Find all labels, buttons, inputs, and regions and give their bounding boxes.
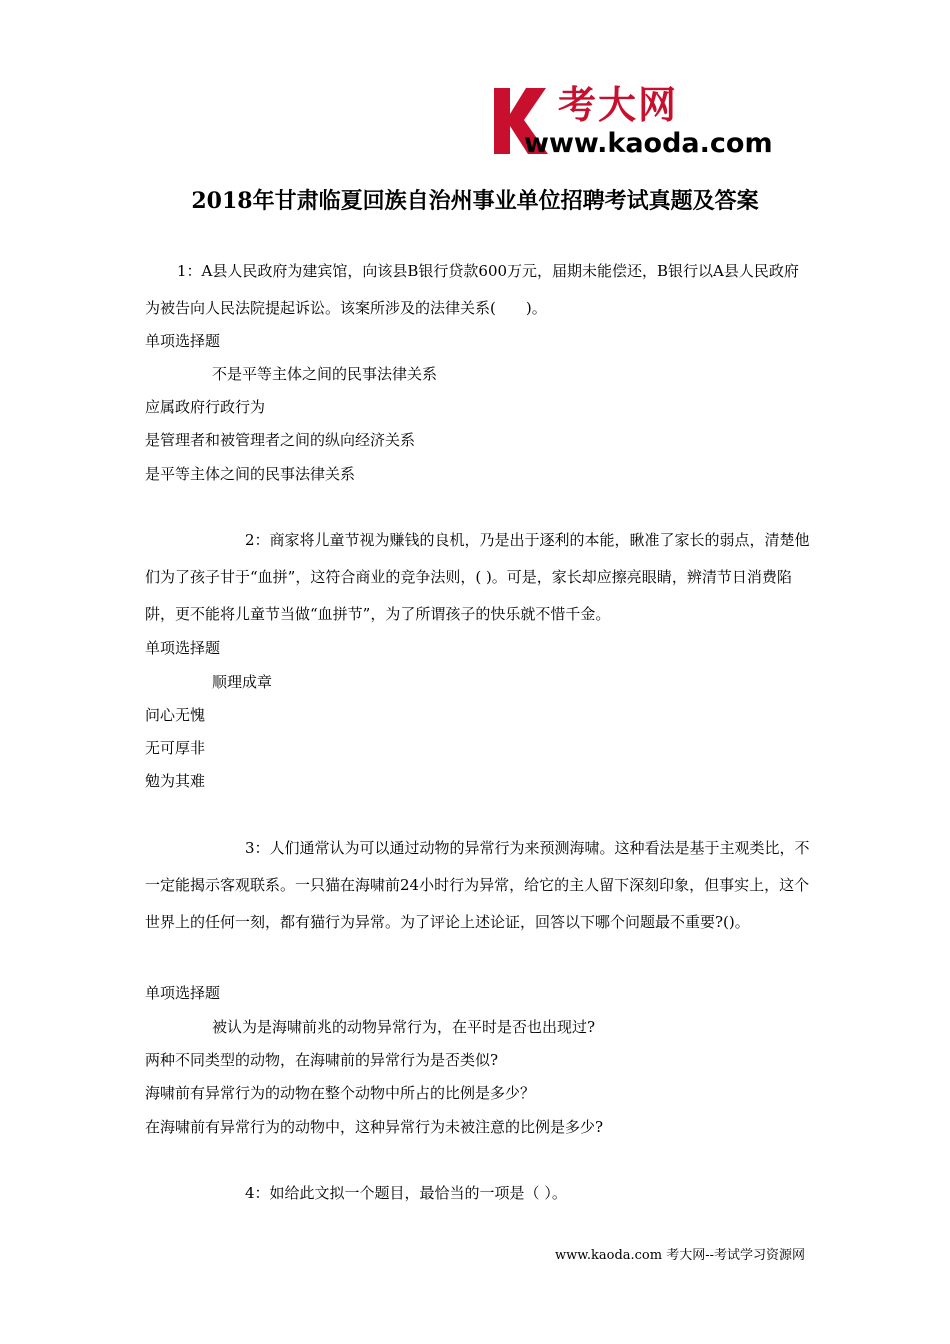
question-3-type: 单项选择题 <box>145 984 221 1002</box>
question-3-option-2: 两种不同类型的动物，在海啸前的异常行为是否类似? <box>145 1051 499 1069</box>
question-2-type: 单项选择题 <box>145 639 221 657</box>
question-1-type: 单项选择题 <box>145 332 221 350</box>
question-1-stem: 1：A县人民政府为建宾馆，向该县B银行贷款600万元，届期未能偿还，B银行以A县人民政府为被告向人民法院提起诉讼。该案所涉及的法律关系( )。 <box>145 262 799 317</box>
question-3-option-3: 海啸前有异常行为的动物在整个动物中所占的比例是多少？ <box>145 1084 536 1102</box>
logo-chinese-text: 考大网 <box>558 83 679 127</box>
question-2-option-2: 问心无愧 <box>145 706 206 724</box>
question-1-option-4: 是平等主体之间的民事法律关系 <box>145 465 356 483</box>
logo-url-text: www.kaoda.com <box>524 128 773 159</box>
question-2-option-1: 顺理成章 <box>212 673 273 691</box>
question-4-stem: 4：如给此文拟一个题目，最恰当的一项是（ ）。 <box>245 1184 567 1202</box>
page-footer: www.kaoda.com 考大网--考试学习资源网 <box>555 1248 805 1263</box>
question-1-option-2: 应属政府行政行为 <box>145 398 266 416</box>
question-3-stem: 3：人们通常认为可以通过动物的异常行为来预测海啸。这种看法是基于主观类比，不一定能揭示客观联系。一只猫在海啸前24小时行为异常，给它的主人留下深刻印象，但事实上，这个世界上的任何一刻，都有猫行为异常。为了评论上述论证，回答以下哪个问题最不重要?()。 <box>145 839 810 931</box>
question-2-option-3: 无可厚非 <box>145 739 206 757</box>
question-3-option-1: 被认为是海啸前兆的动物异常行为，在平时是否也出现过? <box>212 1018 596 1036</box>
question-2-option-4: 勉为其难 <box>145 772 206 790</box>
question-1-option-1: 不是平等主体之间的民事法律关系 <box>212 365 438 383</box>
question-3-option-4: 在海啸前有异常行为的动物中，这种异常行为未被注意的比例是多少? <box>145 1118 604 1136</box>
document-title: 2018年甘肃临夏回族自治州事业单位招聘考试真题及答案 <box>191 188 759 214</box>
question-1-option-3: 是管理者和被管理者之间的纵向经济关系 <box>145 431 416 449</box>
kaoda-logo <box>492 84 812 164</box>
question-2-stem: 2：商家将儿童节视为赚钱的良机，乃是出于逐利的本能，瞅准了家长的弱点，清楚他们为了孩子甘于“血拼”，这符合商业的竞争法则，( )。可是，家长却应擦亮眼睛，辨清节日消费陷阱，更不能将儿童节当做“血拼节”，为了所谓孩子的快乐就不惜千金。 <box>145 531 810 623</box>
